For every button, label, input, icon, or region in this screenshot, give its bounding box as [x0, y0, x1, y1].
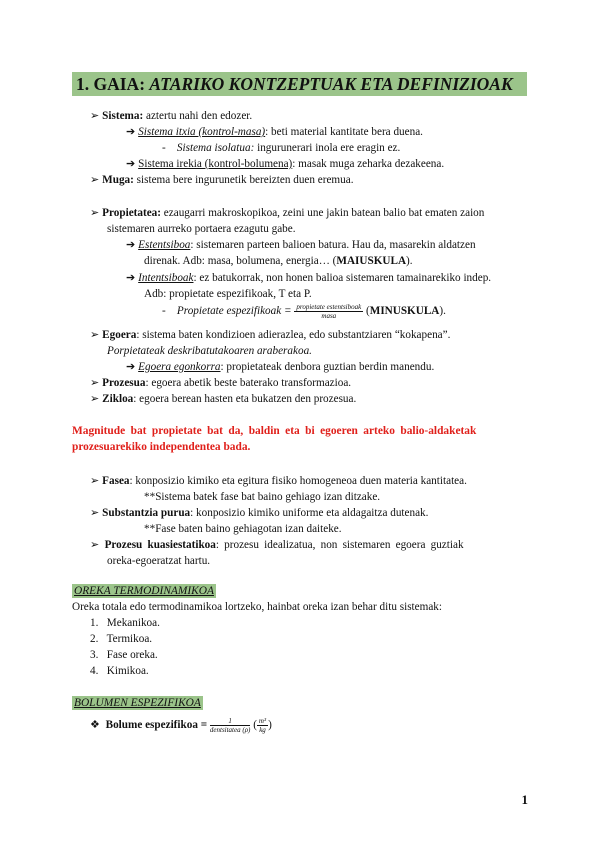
paren-close: ) [268, 719, 272, 731]
bolumen-heading: BOLUMEN ESPEZIFIKOA [74, 697, 201, 709]
fraction-denominator: dentsitatea (ρ) [209, 725, 251, 734]
fasea-term: Fasea [102, 475, 130, 487]
estentsiboa-text-cont [144, 254, 413, 268]
arrow-bullet-icon: ➢ [90, 393, 100, 405]
bolumen-fraction [210, 717, 251, 734]
title-number: 1. GAIA: [76, 74, 146, 94]
fasea-item [90, 474, 467, 488]
intentsiboak-text: : ez batukorrak, non honen balioa sistemaren tamainarekiko indep. [193, 272, 492, 284]
list-number: 3. [90, 649, 99, 661]
espezifikoak-lhs: Propietate espezifikoak = [176, 305, 292, 318]
dash-bullet: - [162, 142, 166, 154]
propietatea-item [90, 206, 484, 220]
intentsiboak-text-cont: Adb: propietate espezifikoak, T eta P. [144, 288, 312, 300]
oreka-list-item [90, 648, 158, 662]
muga-term: Muga: [102, 174, 134, 186]
arrow-bullet-icon: ➢ [90, 110, 100, 122]
paren-close: ). [439, 305, 446, 318]
egoera-text-cont: Porpietateak deskribatutakoaren araberakoa. [107, 345, 312, 357]
sistema-irekia-text: : masak muga zeharka dezakeena. [292, 158, 445, 170]
prozesua-text: : egoera abetik beste baterako transformazioa. [145, 377, 352, 389]
maiuskula-label: MAIUSKULA [336, 255, 407, 267]
unit-numerator: m³ [258, 716, 267, 725]
estentsiboa-close: ). [406, 255, 413, 267]
egoera-item [90, 328, 450, 342]
bolumen-formula [90, 716, 272, 734]
estentsiboa-item [126, 238, 476, 252]
arrow-bullet-icon: ➢ [90, 377, 100, 389]
zikloa-item [90, 392, 356, 406]
arrow-bullet-icon: ➢ [90, 475, 100, 487]
estentsiboa-term: Estentsiboa [138, 239, 191, 251]
substantzia-text: : konposizio kimiko uniforme eta aldagaitza dutenak. [190, 507, 429, 519]
dash-bullet: - [162, 305, 166, 318]
fraction-denominator: masa [321, 312, 337, 320]
espezifikoak-formula [162, 303, 446, 320]
fraction-numerator: 1 [210, 717, 251, 726]
page-title [76, 74, 513, 95]
magnitude-note-line2: prozesuarekiko independentea bada. [72, 441, 251, 453]
list-number: 2. [90, 633, 99, 645]
zikloa-term: Zikloa [102, 393, 134, 405]
oreka-list-item [90, 664, 149, 678]
kuasiestatikoa-item [90, 538, 464, 552]
list-number: 4. [90, 665, 99, 677]
muga-text: sistema bere ingurunetik bereizten duen eremua. [136, 174, 354, 186]
list-label: Kimikoa. [106, 665, 149, 677]
page-number: 1 [521, 792, 528, 807]
unit-fraction [257, 717, 268, 734]
propietatea-text: ezaugarri makroskopikoa, zeini une jakin batean balio bat ematen zaion [163, 207, 485, 219]
sistema-term: Sistema: [102, 110, 144, 122]
intentsiboak-term: Intentsiboak [138, 272, 194, 284]
arrow-bullet-icon: ➢ [90, 174, 100, 186]
fasea-note: **Sistema batek fase bat baino gehiago izan ditzake. [144, 491, 381, 503]
oreka-heading: OREKA TERMODINAMIKOA [74, 585, 214, 597]
propietatea-text-cont: sistemaren aurreko portaera ezagutu gabe. [107, 223, 296, 235]
arrow-right-icon: ➔ [126, 361, 136, 373]
egonkorra-text: : propietateak denbora guztian berdin manendu. [220, 361, 435, 373]
sistema-itxia-text: : beti material kantitate bera duena. [265, 126, 423, 138]
bolumen-term: Bolume espezifikoa [105, 719, 198, 731]
egoera-egonkorra-item [126, 360, 434, 374]
list-label: Mekanikoa. [106, 617, 160, 629]
egonkorra-term: Egoera egonkorra [138, 361, 221, 373]
muga-item [90, 173, 354, 187]
oreka-list-item [90, 632, 152, 646]
minuskula-label: MINUSKULA [369, 305, 440, 318]
intentsiboak-item [126, 271, 491, 285]
sistema-isolatua-term: Sistema isolatua: [176, 142, 255, 154]
arrow-right-icon: ➔ [126, 158, 136, 170]
paren-open: ( [253, 719, 257, 731]
sistema-isolatua-text: ingurunerari inola ere eragin ez. [257, 142, 401, 154]
arrow-right-icon: ➔ [126, 272, 136, 284]
sistema-irekia-term: Sistema irekia (kontrol-bolumena) [138, 158, 293, 170]
substantzia-note: **Fase baten baino gehiagotan izan daiteke. [144, 523, 342, 535]
arrow-right-icon: ➔ [126, 126, 136, 138]
list-label: Termikoa. [106, 633, 153, 645]
propietatea-term: Propietatea: [102, 207, 161, 219]
equals-sign: = [200, 719, 208, 731]
kuasiestatikoa-text-cont: oreka-egoeratzat hartu. [107, 555, 211, 567]
egoera-text: : sistema baten kondizioen adierazlea, edo substantziaren “kokapena”. [136, 329, 451, 341]
kuasiestatikoa-text: : prozesu idealizatua, non sistemaren egoera guztiak [215, 539, 464, 551]
espezifikoak-fraction [294, 303, 363, 320]
prozesua-item [90, 376, 351, 390]
estentsiboa-text: : sistemaren parteen balioen batura. Hau da, masarekin aldatzen [190, 239, 476, 251]
arrow-right-icon: ➔ [126, 239, 136, 251]
unit-denominator: kg [259, 725, 266, 734]
sistema-item [90, 109, 252, 123]
oreka-intro: Oreka totala edo termodinamikoa lortzeko, hainbat oreka izan behar ditu sistemak: [72, 601, 442, 613]
substantzia-term: Substantzia purua [102, 507, 191, 519]
sistema-itxia-term: Sistema itxia (kontrol-masa) [138, 126, 266, 138]
sistema-isolatua-item [162, 141, 400, 155]
paren-open: ( [366, 305, 370, 318]
sistema-itxia-item [126, 125, 423, 139]
oreka-list-item [90, 616, 160, 630]
arrow-bullet-icon: ➢ [90, 207, 100, 219]
estentsiboa-examples: direnak. Adb: masa, bolumena, energia… ( [144, 255, 337, 267]
prozesua-term: Prozesua [102, 377, 146, 389]
title-text: ATARIKO KONTZEPTUAK ETA DEFINIZIOAK [149, 74, 513, 94]
magnitude-note-line1: Magnitude bat propietate bat da, baldin eta bi egoeren arteko balio-aldaketak [72, 425, 477, 437]
list-number: 1. [90, 617, 99, 629]
diamond-bullet-icon: ❖ [90, 719, 101, 731]
sistema-text: aztertu nahi den edozer. [145, 110, 253, 122]
fraction-numerator: propietate estentsiboak [296, 303, 362, 311]
fasea-text: : konposizio kimiko eta egitura fisiko homogeneoa duen materia kantitatea. [129, 475, 467, 487]
substantzia-item [90, 506, 428, 520]
arrow-bullet-icon: ➢ [90, 507, 100, 519]
list-label: Fase oreka. [106, 649, 158, 661]
arrow-bullet-icon: ➢ [90, 329, 100, 341]
arrow-bullet-icon: ➢ [90, 539, 100, 551]
sistema-irekia-item [126, 157, 444, 171]
kuasiestatikoa-term: Prozesu kuasiestatikoa [104, 539, 216, 551]
zikloa-text: : egoera berean hasten eta bukatzen den prozesua. [133, 393, 357, 405]
egoera-term: Egoera [102, 329, 137, 341]
